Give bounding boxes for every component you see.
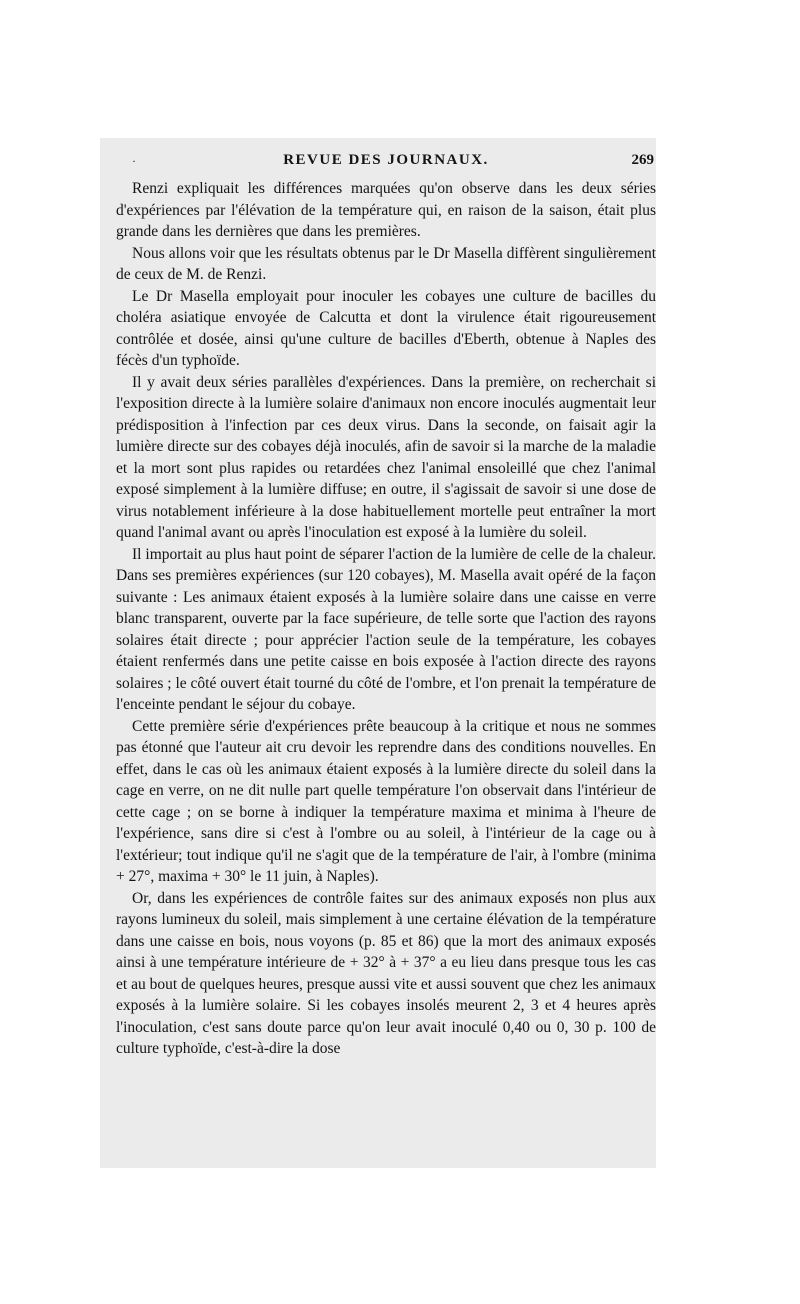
paragraph: Renzi expliquait les différences marquées qu'on observe dans les deux séries d'expériences par l'élévation de la température qui, en raison de la saison, était plus grande dans les dernières que dans les premières. (116, 180, 656, 240)
running-head (116, 152, 656, 178)
paragraph: Il y avait deux séries parallèles d'expériences. Dans la première, on recherchait si l'exposition directe à la lumière solaire d'animaux non encore inoculés augmentait leur prédisposition à l'infection par ces deux virus. Dans la seconde, on faisait agir la lumière directe sur des cobayes déjà inoculés, afin de savoir si la marche de la maladie et la mort sont plus rapides ou retardées chez l'animal ensoleillé que chez l'animal exposé simplement à la lumière diffuse; en outre, il s'agissait de savoir si une dose de virus notablement inférieure à la dose habituellement mortelle peut entraîner la mort quand l'animal avant ou après l'inoculation est exposé à la lumière du soleil. (116, 373, 656, 541)
page-number: 269 (631, 152, 654, 168)
header-dot: · (132, 154, 138, 168)
page-content (116, 152, 656, 1060)
running-title: REVUE DES JOURNAUX. (283, 152, 489, 168)
paragraph: Or, dans les expériences de contrôle faites sur des animaux exposés non plus aux rayons lumineux du soleil, mais simplement à une certaine élévation de la température dans une caisse en bois, nous voyons (p. 85 et 86) que la mort des animaux exposés ainsi à une température intérieure de + 32° à + 37° a eu lieu dans presque tous les cas et au bout de quelques heures, presque aussi vite et aussi souvent que chez les animaux exposés à la lumière solaire. Si les cobayes insolés meurent 2, 3 et 4 heures après l'inoculation, c'est sans doute parce qu'on leur avait inoculé 0,40 ou 0, 30 p. 100 de culture typhoïde, c'est-à-dire la dose (116, 889, 656, 1057)
paragraph: Cette première série d'expériences prête beaucoup à la critique et nous ne sommes pas étonné que l'auteur ait cru devoir les reprendre dans des conditions nouvelles. En effet, dans le cas où les animaux étaient exposés à la lumière directe du soleil dans la cage en verre, on ne dit nulle part quelle température l'on observait dans l'intérieur de cette cage ; on se borne à indiquer la température maxima et minima à l'heure de l'expérience, sans dire si c'est à l'ombre ou au soleil, à l'intérieur de la cage ou à l'extérieur; tout indique qu'il ne s'agit que de la température de l'air, à l'ombre (minima + 27°, maxima + 30° le 11 juin, à Naples). (116, 717, 656, 885)
paragraph: Le Dr Masella employait pour inoculer les cobayes une culture de bacilles du choléra asiatique envoyée de Calcutta et dont la virulence était rigoureusement contrôlée et dosée, ainsi qu'une culture de bacilles d'Eberth, obtenue à Naples des fécès d'un typhoïde. (116, 287, 656, 369)
paragraph: Il importait au plus haut point de séparer l'action de la lumière de celle de la chaleur. Dans ses premières expériences (sur 120 cobayes), M. Masella avait opéré de la façon suivante : Les animaux étaient exposés à la lumière solaire dans une caisse en verre blanc transparent, ouverte par la face supérieure, de telle sorte que l'action des rayons solaires était directe ; pour apprécier l'action seule de la température, les cobayes étaient renfermés dans une petite caisse en bois exposée à l'action directe des rayons solaires ; le côté ouvert était tourné du côté de l'ombre, et l'on prenait la température de l'enceinte pendant le séjour du cobaye. (116, 545, 656, 713)
paragraph: Nous allons voir que les résultats obtenus par le Dr Masella diffèrent singulièrement de ceux de M. de Renzi. (116, 244, 656, 283)
